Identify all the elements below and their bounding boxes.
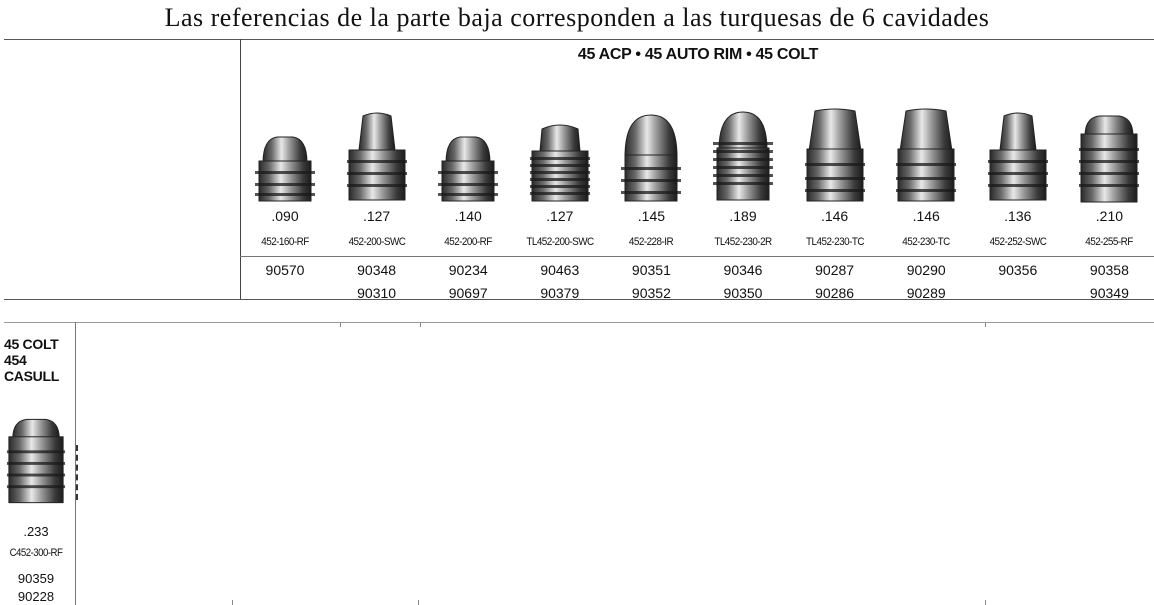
mould-ref: 90286: [815, 285, 855, 301]
bullet-image: [986, 110, 1050, 202]
bullet-image: [528, 121, 592, 203]
bullet-column: [971, 0, 1065, 300]
bullet-image: [803, 107, 867, 203]
tick-mark: [985, 600, 986, 605]
bullet-model: TL452-200-SWC: [526, 236, 594, 248]
bullet-model: TL452-230-2R: [714, 236, 772, 248]
mould-ref: 90358: [1089, 262, 1129, 278]
bullet-image: [1077, 114, 1141, 204]
bullet-column: [604, 0, 698, 300]
second-section-rule: [4, 322, 1154, 323]
bullet-weight: .145: [637, 208, 666, 224]
side-title-line: 45 COLT: [4, 336, 59, 352]
mould-ref: 90234: [448, 262, 488, 278]
bullet-image: [894, 107, 958, 203]
bullet-model: 452-255-RF: [1085, 236, 1134, 248]
bullet-column: [788, 0, 882, 300]
bullet-column: [330, 0, 424, 300]
bullet-column: [879, 0, 973, 300]
bullet-model: 452-200-SWC: [348, 236, 405, 248]
bullet-column: [238, 0, 332, 300]
bullet-image: [619, 113, 683, 203]
bullet-weight: .090: [271, 208, 299, 224]
side-title-line: 454: [4, 352, 27, 368]
tick-mark: [420, 322, 421, 327]
bullet-column: [421, 0, 515, 300]
mould-ref: 90570: [265, 262, 305, 278]
bullet-model: 452-200-RF: [444, 236, 492, 248]
bullet-model: 452-230-TC: [902, 236, 950, 248]
bullet-weight: .189: [729, 208, 757, 224]
mould-ref: 90287: [815, 262, 855, 278]
tick-mark: [418, 600, 419, 605]
bullet-weight: .233: [23, 524, 49, 539]
mould-ref: 90352: [631, 285, 671, 301]
bullet-model: C452-300-RF: [9, 547, 63, 559]
bullet-model: 452-160-RF: [261, 236, 309, 248]
bullet-weight: .146: [912, 208, 940, 224]
tick-mark: [340, 322, 341, 327]
bullet-weight: .127: [546, 208, 574, 224]
mould-ref: 90463: [540, 262, 580, 278]
mould-ref: 90310: [357, 285, 397, 301]
mould-ref: 90349: [1089, 285, 1129, 301]
bullet-column: [696, 0, 790, 300]
mould-ref: 90346: [723, 262, 763, 278]
bullet-model: 452-252-SWC: [989, 236, 1047, 248]
page-heading: Las referencias de la parte baja corresponden a las turquesas de 6 cavidades: [164, 3, 990, 32]
bullet-weight: .210: [1095, 208, 1124, 224]
bullet-column: [1062, 0, 1154, 300]
tick-mark: [232, 600, 233, 605]
caliber-title: 45 ACP • 45 AUTO RIM • 45 COLT: [577, 46, 819, 63]
mould-ref: 90350: [723, 285, 763, 301]
side-title-line: CASULL: [4, 368, 59, 384]
bullet-image: [253, 133, 317, 203]
bullet-image: [5, 405, 67, 517]
bullet-image: [436, 133, 500, 203]
mould-ref: 90379: [540, 285, 580, 301]
bullet-weight: .127: [362, 208, 391, 224]
mould-ref: 90289: [906, 285, 946, 301]
mould-ref: 90351: [631, 262, 671, 278]
side-bullet-column: [0, 0, 72, 605]
mould-ref: 90290: [906, 262, 946, 278]
bullet-weight: .140: [454, 208, 482, 224]
mould-ref: 90356: [998, 262, 1038, 278]
bullet-image: [345, 110, 409, 202]
bullet-model: TL452-230-TC: [805, 236, 864, 248]
side-edge-marks: [76, 445, 80, 500]
bullet-weight: .146: [820, 208, 849, 224]
mould-ref: 90697: [448, 285, 488, 301]
bullet-column: [513, 0, 607, 300]
tick-mark: [985, 322, 986, 327]
bullet-model: 452-228-IR: [629, 236, 674, 248]
mould-ref: 90359: [17, 571, 55, 586]
bullet-image: [711, 110, 775, 202]
mould-ref: 90348: [357, 262, 397, 278]
mould-ref: 90228: [17, 589, 55, 604]
bullet-weight: .136: [1004, 208, 1032, 224]
